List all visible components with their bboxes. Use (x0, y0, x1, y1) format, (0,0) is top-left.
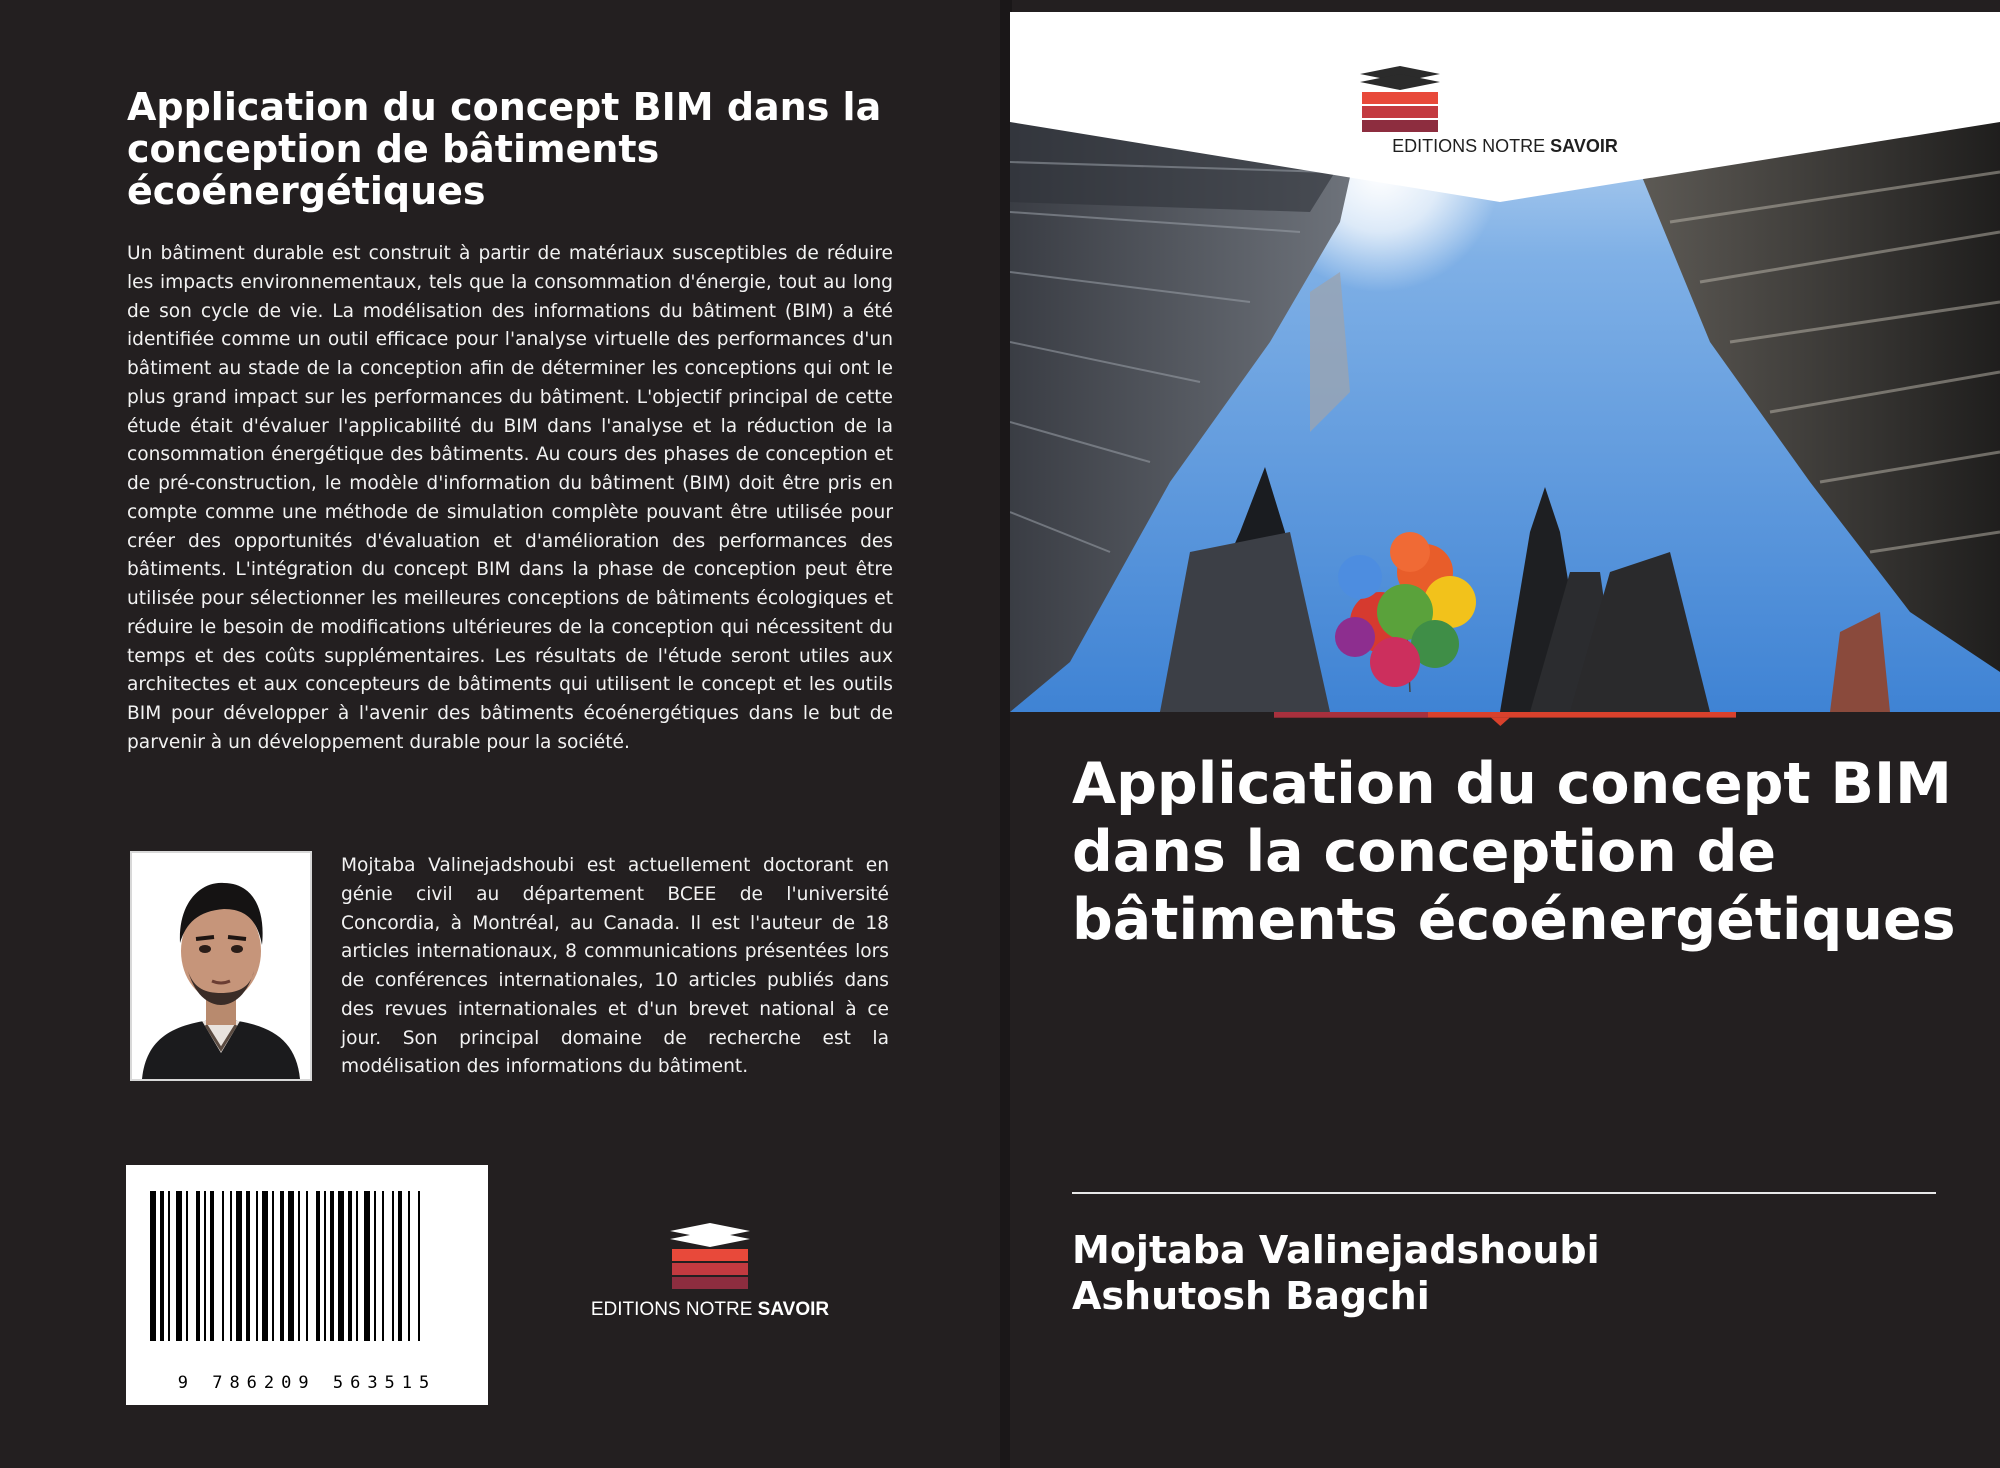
barcode-bar (210, 1191, 214, 1341)
barcode-bar (418, 1191, 420, 1341)
barcode-bar (176, 1191, 182, 1341)
barcode-bar (330, 1191, 334, 1341)
front-cover-title: Application du concept BIM dans la conception de bâtiments écoénergétiques (1072, 751, 1956, 953)
barcode-bar (338, 1191, 344, 1341)
publisher-name-front: EDITIONS NOTRE SAVOIR (1392, 136, 1618, 156)
barcode-bar (186, 1191, 188, 1341)
barcode-bar (196, 1191, 200, 1341)
book-stack-icon (660, 1215, 760, 1295)
author-photo (130, 851, 312, 1081)
cover-photo-city-balloons (1010, 12, 2000, 712)
author-biography: Mojtaba Valinejadshoubi est actuellement doctorant en génie civil au département BCEE de l'université Concordia, à Montréal, au Canada. Il est l'auteur de 18 articles internationaux, 8 communications présentées lors de conférences internationales, 10 articles publiés dans des revues internationales et d'un brevet national à ce jour. Son principal domaine de recherche est la modélisation des informations du bâtiment. (341, 855, 889, 1078)
publisher-logo-back (590, 1215, 830, 1335)
author-name-1: Mojtaba Valinejadshoubi (1072, 1228, 1600, 1272)
barcode-bar (306, 1191, 308, 1341)
barcode-bar (356, 1191, 358, 1341)
isbn-barcode (126, 1165, 488, 1405)
barcode-bar (230, 1191, 232, 1341)
title-divider (1072, 1192, 1936, 1194)
barcode-bar (262, 1191, 268, 1341)
back-cover-description: Un bâtiment durable est construit à partir de matériaux susceptibles de réduire les impacts environnementaux, tels que la consommation d'énergie, tout au long de son cycle de vie. La modélisation des informations du bâtiment (BIM) a été identifiée comme un outil efficace pour l'analyse virtuelle des performances d'un bâtiment au stade de la conception afin de déterminer les conceptions qui ont le plus grand impact sur les performances du bâtiment. L'objectif principal de cette étude était d'évaluer l'applicabilité du BIM dans l'analyse et la réduction de la consommation énergétique des bâtiments. Au cours des phases de conception et de pré-construction, le modèle d'information du bâtiment (BIM) doit être pris en compte comme une méthode de simulation complète pouvant être utilisée pour créer des opportunités d'évaluation et d'amélioration des performances des bâtiments. L'intégration du concept BIM dans la phase de conception peut être utilisée pour sélectionner les meilleures conceptions de bâtiments écologiques et réduire le besoin de modifications ultérieures de la conception qui nécessitent du temps et des coûts supplémentaires. Les résultats de l'étude seront utiles aux architectes et aux concepteurs de bâtiments qui utilisent le concept et les outils BIM pour développer à l'avenir des bâtiments écoénergétiques dans le but de parvenir à un développement durable pour la société. (127, 243, 893, 753)
barcode-bar (160, 1191, 164, 1341)
barcode-bar (392, 1191, 394, 1341)
back-cover-title: Application du concept BIM dans la conception de bâtiments écoénergétiques (127, 85, 882, 213)
barcode-bar (298, 1191, 300, 1341)
barcode-bar (256, 1191, 258, 1341)
barcode-bar (374, 1191, 376, 1341)
author-name-2: Ashutosh Bagchi (1072, 1274, 1430, 1318)
barcode-bar (246, 1191, 250, 1341)
barcode-bar (382, 1191, 384, 1341)
publisher-logo-front (1350, 60, 1660, 157)
isbn-digits: 9 786209 563515 (177, 1373, 437, 1393)
barcode-bar (222, 1191, 224, 1341)
barcode-bar (204, 1191, 206, 1341)
barcode-bar (398, 1191, 402, 1341)
barcode-bar (150, 1191, 156, 1341)
barcode-bar (168, 1191, 170, 1341)
barcode-bar (316, 1191, 320, 1341)
barcode-bar (272, 1191, 274, 1341)
barcode-bar (408, 1191, 410, 1341)
barcode-bar (348, 1191, 352, 1341)
accent-stripe (1010, 712, 2000, 726)
barcode-bar (364, 1191, 370, 1341)
barcode-bar (288, 1191, 294, 1341)
book-stack-icon (1350, 60, 1450, 136)
barcode-bar (236, 1191, 242, 1341)
barcode-bar (280, 1191, 284, 1341)
publisher-name-back: EDITIONS NOTRE SAVOIR (590, 1299, 830, 1320)
front-cover (1010, 12, 2000, 1468)
barcode-bar (324, 1191, 326, 1341)
